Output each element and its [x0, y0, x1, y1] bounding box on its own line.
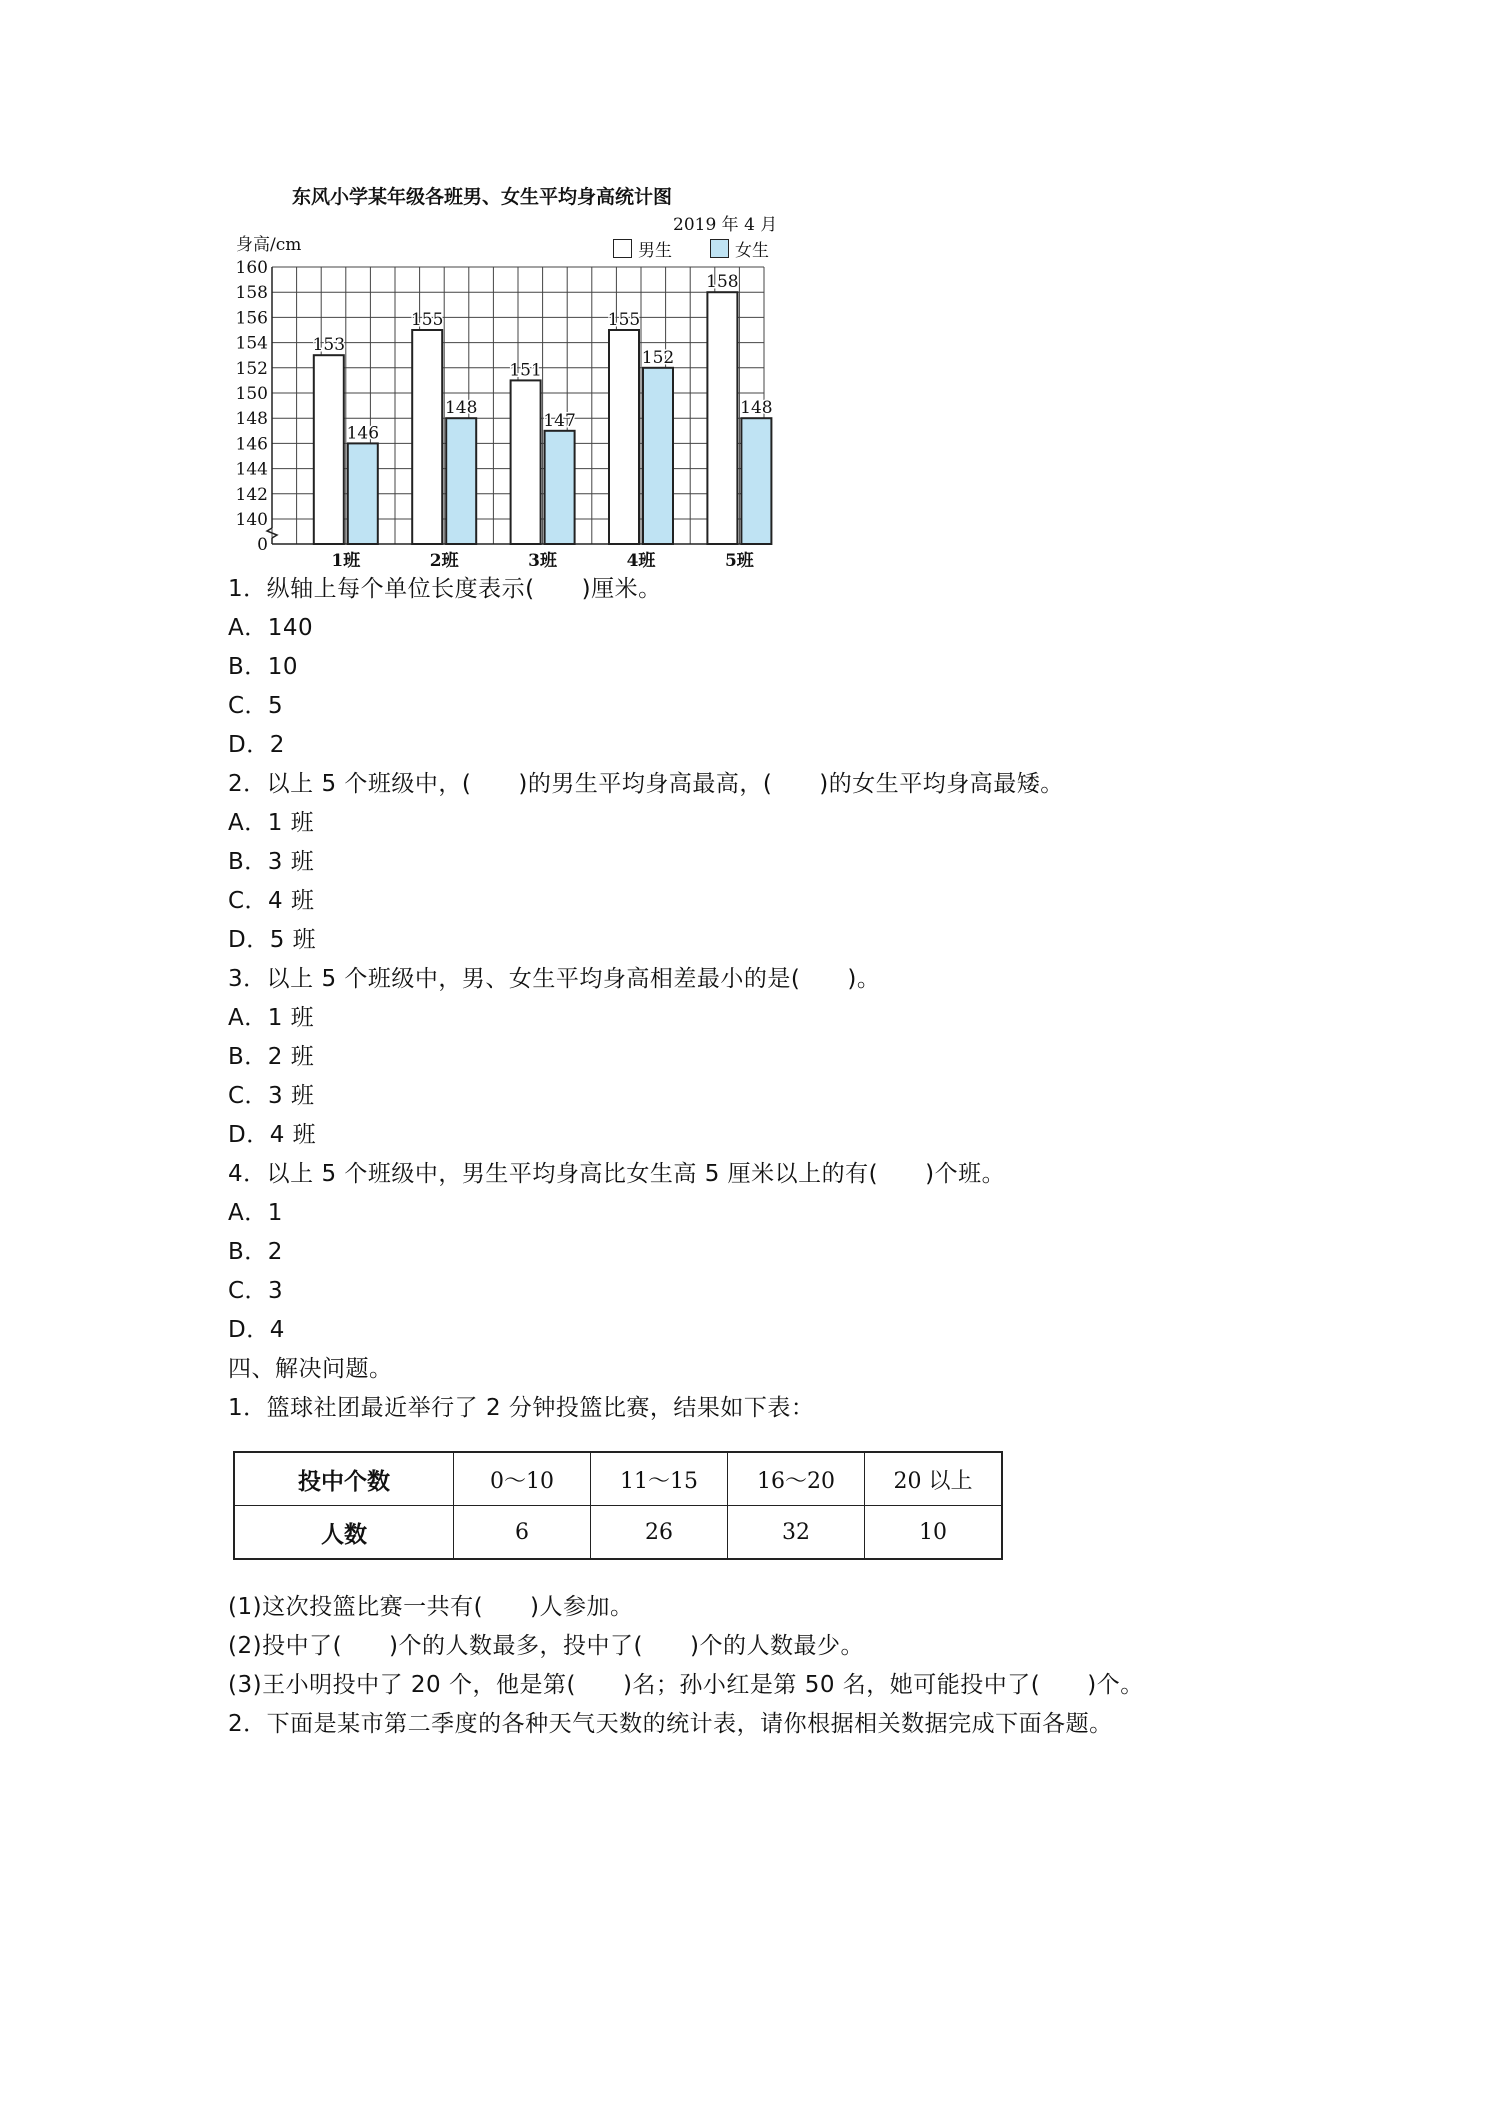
bar-girls — [643, 368, 673, 544]
data-label: 147 — [543, 410, 576, 431]
y-tick-label: 158 — [235, 283, 268, 304]
data-label: 155 — [607, 310, 641, 330]
bar-boys — [412, 330, 442, 544]
y-tick-label: 0 — [257, 535, 268, 555]
question-line: A．1 — [228, 1200, 283, 1226]
chart-plot — [236, 178, 796, 578]
question-line: A．140 — [228, 615, 314, 641]
question-line: D．2 — [228, 732, 285, 758]
x-tick-label: 1班 — [331, 551, 361, 571]
question-line: 1．篮球社团最近举行了 2 分钟投篮比赛，结果如下表： — [228, 1395, 815, 1421]
chart-title: 东风小学某年级各班男、女生平均身高统计图 — [292, 186, 673, 208]
question-line: B．2 — [228, 1239, 283, 1265]
y-tick-label: 150 — [235, 384, 268, 404]
table-header-people: 人数 — [234, 1506, 454, 1560]
y-tick-label: 160 — [235, 258, 268, 278]
data-label: 148 — [740, 398, 773, 419]
question-line: B．10 — [228, 654, 299, 680]
table-cell-range: 16～20 — [728, 1452, 865, 1506]
question-line: C．5 — [228, 693, 284, 719]
y-tick-label: 152 — [235, 358, 268, 379]
table-cell-count: 6 — [454, 1506, 591, 1560]
y-tick-label: 146 — [235, 434, 268, 455]
table-cell-range: 11～15 — [591, 1452, 728, 1506]
question-line: (2)投中了( )个的人数最多，投中了( )个的人数最少。 — [228, 1633, 864, 1659]
bar-boys — [511, 380, 541, 544]
bar-girls — [348, 443, 378, 544]
table-cell-count: 26 — [591, 1506, 728, 1560]
data-label: 148 — [444, 398, 478, 419]
table-cell-range: 20 以上 — [865, 1452, 1003, 1506]
question-line: (3)王小明投中了 20 个，他是第( )名；孙小红是第 50 名，她可能投中了( )个。 — [228, 1672, 1144, 1698]
question-line: D．4 — [228, 1317, 285, 1343]
bar-boys — [707, 292, 737, 544]
table-header-shots: 投中个数 — [234, 1452, 454, 1506]
y-tick-label: 148 — [235, 409, 268, 430]
bar-girls — [446, 418, 476, 544]
section-heading: 四、解决问题。 — [228, 1356, 393, 1382]
table-cell-count: 10 — [865, 1506, 1003, 1560]
chart-y-axis-label: 身高/cm — [236, 235, 302, 255]
question-line: C．4 班 — [228, 888, 315, 914]
question-line: 2．以上 5 个班级中，( )的男生平均身高最高，( )的女生平均身高最矮。 — [228, 771, 1064, 797]
bar-boys — [314, 355, 344, 544]
x-tick-label: 4班 — [626, 551, 656, 571]
x-tick-label: 3班 — [528, 551, 558, 571]
question-line: 3．以上 5 个班级中，男、女生平均身高相差最小的是( )。 — [228, 966, 881, 992]
height-bar-chart — [236, 178, 796, 578]
question-line: (1)这次投篮比赛一共有( )人参加。 — [228, 1594, 634, 1620]
y-tick-label: 144 — [235, 459, 268, 480]
table-row-counts — [234, 1506, 1002, 1560]
question-line: B．3 班 — [228, 849, 315, 875]
bar-girls — [545, 431, 575, 544]
data-label: 146 — [346, 423, 380, 444]
question-line: B．2 班 — [228, 1044, 315, 1070]
data-label: 152 — [641, 347, 675, 368]
question-line: 2．下面是某市第二季度的各种天气天数的统计表，请你根据相关数据完成下面各题。 — [228, 1711, 1113, 1737]
data-label: 155 — [410, 310, 444, 330]
legend-girls-label: 女生 — [735, 241, 769, 261]
data-label: 158 — [706, 272, 739, 293]
y-tick-label: 156 — [235, 308, 268, 329]
question-line: C．3 — [228, 1278, 284, 1304]
chart-date: 2019 年 4 月 — [673, 215, 778, 235]
table-cell-count: 32 — [728, 1506, 865, 1560]
data-label: 153 — [312, 335, 346, 356]
shooting-results-table — [233, 1451, 1003, 1560]
bar-boys — [609, 330, 639, 544]
table-cell-range: 0～10 — [454, 1452, 591, 1506]
y-tick-label: 142 — [235, 484, 268, 505]
question-line: A．1 班 — [228, 810, 315, 836]
y-tick-label: 140 — [235, 510, 268, 530]
table-row-ranges — [234, 1452, 1002, 1506]
question-line: C．3 班 — [228, 1083, 315, 1109]
question-line: 4．以上 5 个班级中，男生平均身高比女生高 5 厘米以上的有( )个班。 — [228, 1161, 1006, 1187]
y-tick-label: 154 — [235, 333, 268, 354]
question-line: 1．纵轴上每个单位长度表示( )厘米。 — [228, 576, 662, 602]
legend-boys-label: 男生 — [638, 241, 672, 261]
x-tick-label: 2班 — [429, 551, 459, 571]
bar-girls — [741, 418, 771, 544]
question-line: D．4 班 — [228, 1122, 317, 1148]
question-line: A．1 班 — [228, 1005, 315, 1031]
question-line: D．5 班 — [228, 927, 317, 953]
data-label: 151 — [509, 360, 542, 381]
x-tick-label: 5班 — [724, 551, 754, 571]
